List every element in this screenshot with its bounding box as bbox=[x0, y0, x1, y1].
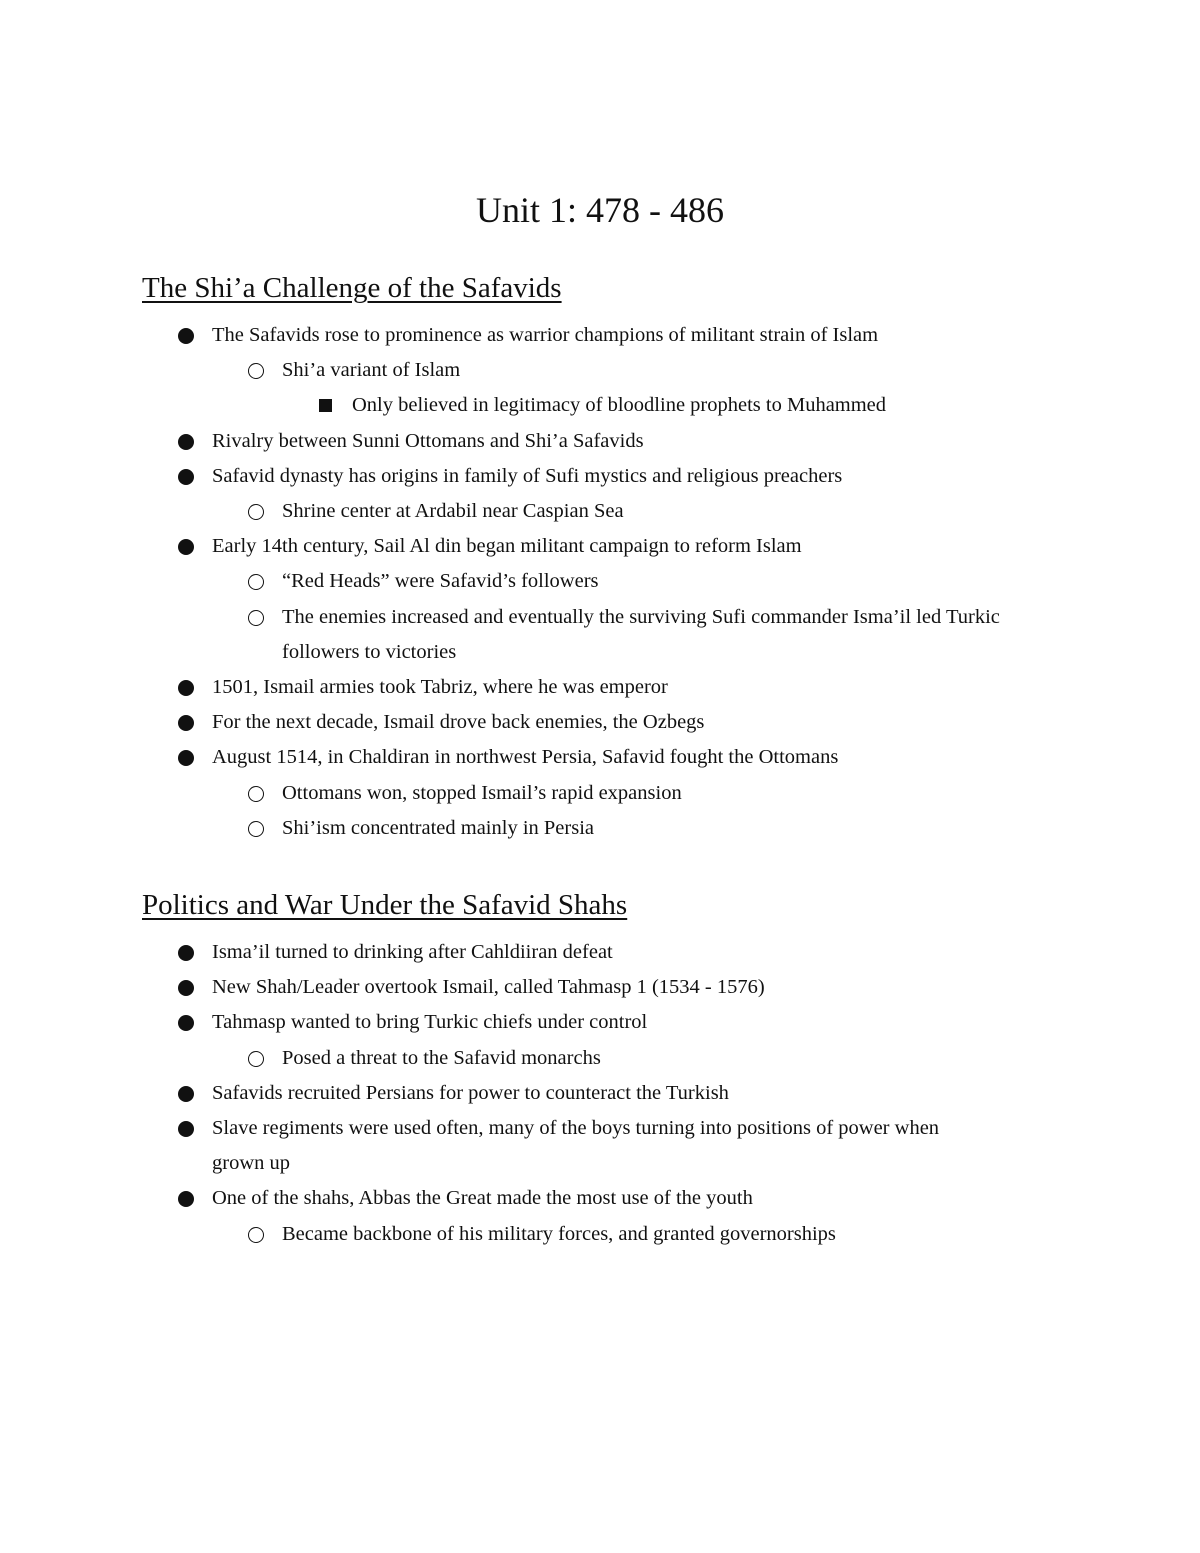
hollow-circle-bullet-icon bbox=[248, 610, 264, 626]
list-item bbox=[212, 935, 613, 970]
list-item bbox=[212, 970, 765, 1005]
list-item bbox=[212, 1181, 753, 1216]
filled-circle-bullet-icon bbox=[178, 945, 194, 961]
filled-circle-bullet-icon bbox=[178, 469, 194, 485]
filled-circle-bullet-icon bbox=[178, 1015, 194, 1031]
list-item-text: Became backbone of his military forces, and granted governorships bbox=[282, 1222, 836, 1245]
hollow-circle-bullet-icon bbox=[248, 504, 264, 520]
list-item bbox=[212, 1005, 647, 1040]
list-item-text: 1501, Ismail armies took Tabriz, where he was emperor bbox=[212, 676, 668, 698]
filled-circle-bullet-icon bbox=[178, 980, 194, 996]
list-item bbox=[212, 1076, 729, 1111]
list-item-text-continuation: followers to victories bbox=[282, 640, 457, 663]
list-item-text: Posed a threat to the Safavid monarchs bbox=[282, 1046, 601, 1069]
list-item bbox=[212, 1111, 939, 1181]
filled-circle-bullet-icon bbox=[178, 1191, 194, 1207]
list-item-text: Tahmasp wanted to bring Turkic chiefs under control bbox=[212, 1011, 648, 1034]
section-heading: The Shi’a Challenge of the Safavids bbox=[142, 272, 562, 304]
list-item bbox=[212, 318, 878, 353]
list-item-text: Shi’a variant of Islam bbox=[282, 359, 461, 382]
list-item-text: August 1514, in Chaldiran in northwest Persia, Safavid fought the Ottomans bbox=[212, 746, 839, 769]
list-item bbox=[212, 459, 842, 494]
list-item-text-continuation: grown up bbox=[212, 1152, 291, 1174]
filled-circle-bullet-icon bbox=[178, 1121, 194, 1137]
list-item bbox=[282, 494, 624, 529]
hollow-circle-bullet-icon bbox=[248, 1051, 264, 1067]
list-item bbox=[212, 740, 838, 775]
list-item-text: Isma’il turned to drinking after Cahldiiran defeat bbox=[212, 941, 613, 963]
list-item bbox=[282, 600, 1000, 670]
list-item-text: “Red Heads” were Safavid’s followers bbox=[282, 570, 599, 593]
hollow-circle-bullet-icon bbox=[248, 786, 264, 802]
list-item-text: Early 14th century, Sail Al din began militant campaign to reform Islam bbox=[212, 535, 802, 558]
list-item-text: Safavid dynasty has origins in family of Sufi mystics and religious preachers bbox=[212, 464, 843, 487]
list-item bbox=[212, 705, 704, 740]
list-item bbox=[212, 424, 644, 459]
filled-circle-bullet-icon bbox=[178, 434, 194, 450]
filled-circle-bullet-icon bbox=[178, 750, 194, 766]
list-item-text: New Shah/Leader overtook Ismail, called Tahmasp 1 (1534 - 1576) bbox=[212, 976, 765, 999]
list-item-text: The Safavids rose to prominence as warrior champions of militant strain of Islam bbox=[212, 324, 879, 346]
list-item-text: Ottomans won, stopped Ismail’s rapid expansion bbox=[282, 781, 682, 804]
list-item-text: Shrine center at Ardabil near Caspian Sea bbox=[282, 500, 624, 522]
document-title: Unit 1: 478 - 486 bbox=[476, 190, 724, 230]
hollow-circle-bullet-icon bbox=[248, 821, 264, 837]
list-item-text: One of the shahs, Abbas the Great made the most use of the youth bbox=[212, 1187, 753, 1210]
hollow-circle-bullet-icon bbox=[248, 574, 264, 590]
hollow-circle-bullet-icon bbox=[248, 363, 264, 379]
filled-circle-bullet-icon bbox=[178, 1086, 194, 1102]
list-item bbox=[352, 388, 886, 423]
list-item-text: Slave regiments were used often, many of the boys turning into positions of power when bbox=[212, 1117, 940, 1139]
list-item bbox=[282, 353, 460, 388]
filled-square-bullet-icon bbox=[319, 399, 332, 412]
list-item-text: Safavids recruited Persians for power to counteract the Turkish bbox=[212, 1081, 729, 1104]
list-item bbox=[212, 529, 802, 564]
filled-circle-bullet-icon bbox=[178, 715, 194, 731]
list-item bbox=[282, 776, 682, 811]
list-item bbox=[282, 564, 599, 599]
list-item-text: Rivalry between Sunni Ottomans and Shi’a Safavids bbox=[212, 429, 644, 452]
list-item bbox=[282, 1217, 836, 1252]
list-item-text: Shi’ism concentrated mainly in Persia bbox=[282, 816, 594, 839]
filled-circle-bullet-icon bbox=[178, 539, 194, 555]
list-item bbox=[212, 670, 668, 705]
hollow-circle-bullet-icon bbox=[248, 1227, 264, 1243]
list-item bbox=[282, 1041, 601, 1076]
list-item-text: The enemies increased and eventually the surviving Sufi commander Isma’il led Turkic bbox=[282, 605, 1000, 628]
list-item-text: Only believed in legitimacy of bloodline prophets to Muhammed bbox=[352, 394, 887, 417]
filled-circle-bullet-icon bbox=[178, 680, 194, 696]
section-heading: Politics and War Under the Safavid Shahs bbox=[142, 889, 628, 921]
list-item bbox=[282, 811, 594, 846]
list-item-text: For the next decade, Ismail drove back enemies, the Ozbegs bbox=[212, 711, 705, 734]
filled-circle-bullet-icon bbox=[178, 328, 194, 344]
